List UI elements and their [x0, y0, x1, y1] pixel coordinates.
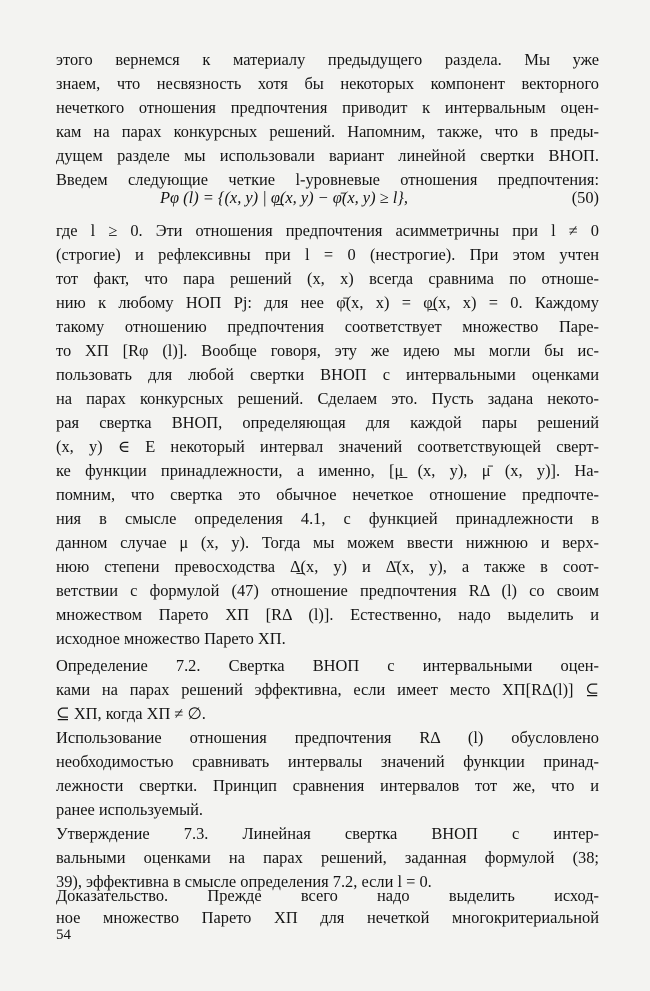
text-line: кам на парах конкурсных решений. Напомним, также, что в преды-	[56, 122, 599, 141]
text-line: необходимостью сравнивать интервалы значений функции принад-	[56, 752, 599, 771]
definition-line: ками на парах решений эффективна, если имеет место XП[RΔ(l)] ⊆	[56, 680, 599, 699]
text-line: ранее используемый.	[56, 800, 203, 819]
text-line: то XП [Rφ (l)]. Вообще говоря, эту же идею мы могли бы ис-	[56, 341, 599, 360]
statement-line: Утверждение 7.3. Линейная свертка ВНОП с интер-	[56, 824, 599, 843]
formula-expression: Pφ (l) = {(x, y) | φ̲(x, y) − φ̄(x, y) ≥ l},	[160, 188, 408, 207]
text-line: на парах конкурсных решений. Сделаем это. Пусть задана некото-	[56, 389, 599, 408]
text-line: ке функции принадлежности, а именно, [μ̲ (x, y), μ̄ (x, y)]. На-	[56, 461, 599, 480]
text-line: лежности свертки. Принцип сравнения интервалов тот же, что и	[56, 776, 599, 795]
proof-line: Доказательство. Прежде всего надо выделить исход-	[56, 886, 599, 905]
statement-line: вальными оценками на парах решений, заданная формулой (38;	[56, 848, 599, 867]
text-line: (x, y) ∈ E некоторый интервал значений соответствующей сверт-	[56, 437, 599, 456]
text-line: ветствии с формулой (47) отношение предпочтения RΔ (l) со своим	[56, 581, 599, 600]
proof-line: ное множество Парето XП для нечеткой многокритериальной	[56, 908, 599, 927]
text-line: нию к любому НОП Pj: для нее φ̄(x, x) = φ̲(x, x) = 0. Каждому	[56, 293, 599, 312]
text-line: исходное множество Парето XП.	[56, 629, 286, 648]
formula-50	[56, 185, 599, 211]
text-line: дущем разделе мы использовали вариант линейной свертки ВНОП.	[56, 146, 599, 165]
text-line: знаем, что несвязность хотя бы некоторых компонент векторного	[56, 74, 599, 93]
text-line: Введем следующие четкие l-уровневые отношения предпочтения:	[56, 170, 599, 189]
text-line: нюю степени превосходства Δ̲(x, y) и Δ̄(x, y), а также в соот-	[56, 557, 599, 576]
text-line: рая свертка ВНОП, определяющая для каждой пары решений	[56, 413, 599, 432]
text-line: данном случае μ (x, y). Тогда мы можем ввести нижнюю и верх-	[56, 533, 599, 552]
page-number: 54	[56, 927, 71, 943]
text-line: помним, что свертка это обычное нечеткое отношение предпочте-	[56, 485, 599, 504]
text-line: Использование отношения предпочтения RΔ (l) обусловлено	[56, 728, 599, 747]
text-line: пользовать для любой свертки ВНОП с интервальными оценками	[56, 365, 599, 384]
text-line: где l ≥ 0. Эти отношения предпочтения асимметричны при l ≠ 0	[56, 221, 599, 240]
text-line: ния в смысле определения 4.1, с функцией принадлежности в	[56, 509, 599, 528]
text-line: такому отношению предпочтения соответствует множество Паре-	[56, 317, 599, 336]
definition-line: Определение 7.2. Свертка ВНОП с интервальными оцен-	[56, 656, 599, 675]
statement-line: 39), эффективна в смысле определения 7.2, если l = 0.	[56, 872, 432, 891]
text-line: (строгие) и рефлексивны при l = 0 (нестрогие). При этом учтен	[56, 245, 599, 264]
formula-number: (50)	[571, 188, 599, 207]
text-line: множеством Парето XП [RΔ (l)]. Естественно, надо выделить и	[56, 605, 599, 624]
text-line: нечеткого отношения предпочтения приводит к интервальным оцен-	[56, 98, 599, 117]
text-line: этого вернемся к материалу предыдущего раздела. Мы уже	[56, 50, 599, 69]
text-line: тот факт, что пара решений (x, x) всегда сравнима по отноше-	[56, 269, 599, 288]
definition-line: ⊆ XП, когда XП ≠ ∅.	[56, 704, 206, 723]
